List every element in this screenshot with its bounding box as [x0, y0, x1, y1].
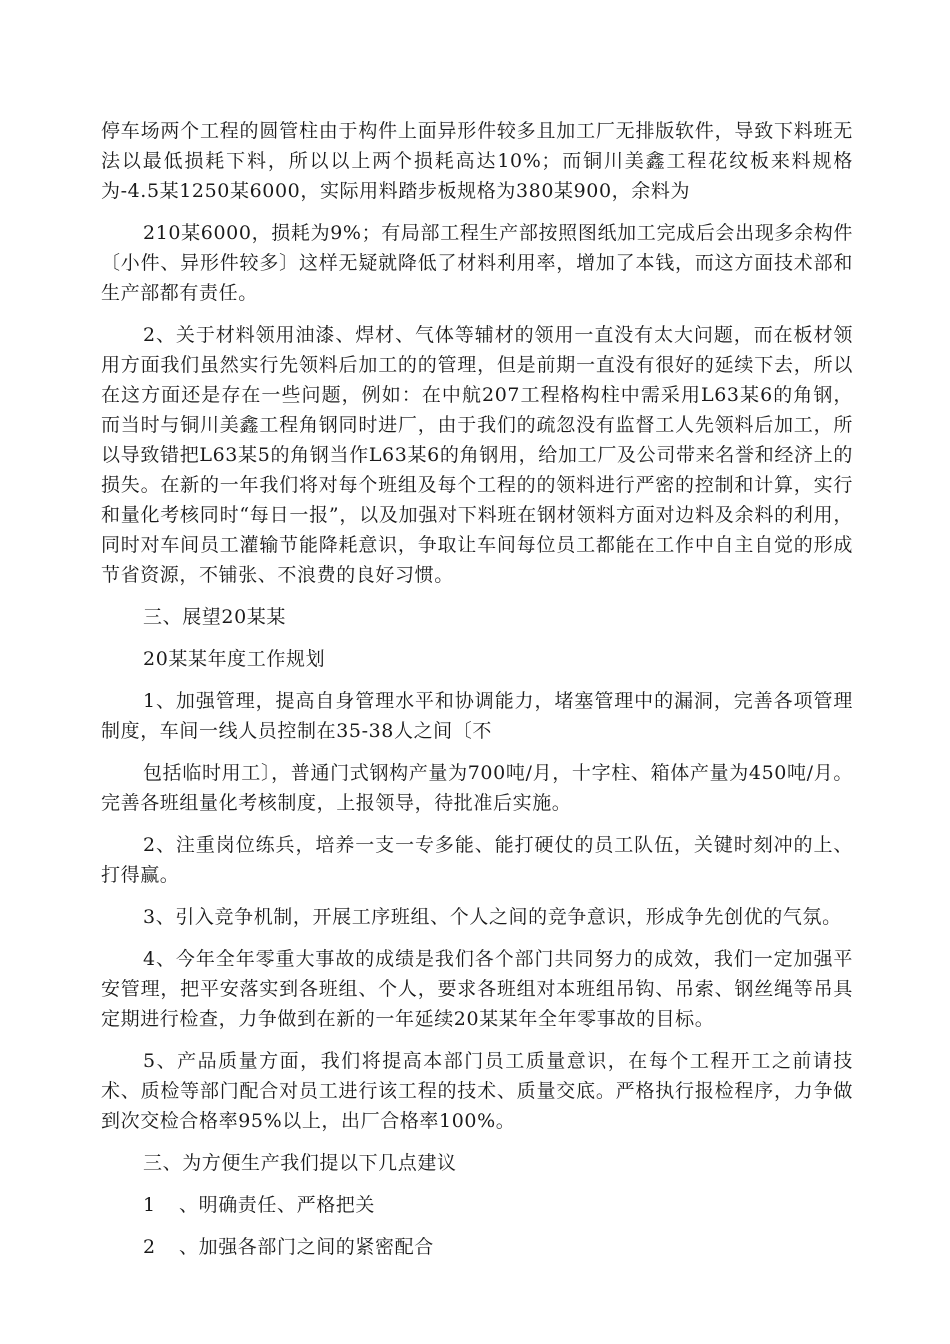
plan-item-3: 3、引入竞争机制，开展工序班组、个人之间的竞争意识，形成争先创优的气氛。	[143, 906, 842, 928]
suggestion-number: 1	[143, 1194, 156, 1216]
plan-item-2: 2、注重岗位练兵，培养一支一专多能、能打硬仗的员工队伍，关键时刻冲的上、打得赢。	[101, 834, 853, 886]
plan-item-1: 1、加强管理，提高自身管理水平和协调能力，堵塞管理中的漏洞，完善各项管理制度，车间一线人员控制在35-38人之间〔不	[101, 690, 853, 742]
paragraph-material-requisition: 2、关于材料领用油漆、焊材、气体等辅材的领用一直没有太大问题，而在板材领用方面我们虽然实行先领料后加工的的管理，但是前期一直没有很好的延续下去，所以在这方面还是存在一些问题，例如：在中航207工程格构柱中需采用L63某6的角钢，而当时与铜川美鑫工程角钢同时进厂，由于我们的疏忽没有监督工人先领料后加工，所以导致错把L63某5的角钢当作L63某6的角钢用，给加工厂及公司带来名誉和经济上的损失。在新的一年我们将对每个班组及每个工程的的领料进行严密的控制和计算，实行和量化考核同时“每日一报”，以及加强对下料班在钢材领料方面对边料及余料的利用，同时对车间员工灌输节能降耗意识，争取让车间每位员工都能在工作中自主自觉的形成节省资源，不铺张、不浪费的良好习惯。	[101, 324, 853, 586]
section-subheading-annual-plan: 20某某年度工作规划	[143, 648, 326, 670]
document-body	[101, 116, 853, 1274]
suggestion-item-2	[101, 1232, 853, 1262]
section-heading-outlook: 三、展望20某某	[143, 606, 286, 628]
section-heading-suggestions: 三、为方便生产我们提以下几点建议	[143, 1152, 457, 1174]
suggestion-text: 、加强各部门之间的紧密配合	[179, 1236, 434, 1258]
paragraph-loss-rate: 210某6000，损耗为9%；有局部工程生产部按照图纸加工完成后会出现多余构件〔小件、异形件较多〕这样无疑就降低了材料利用率，增加了本钱，而这方面技术部和生产部都有责任。	[101, 222, 853, 304]
suggestion-text: 、明确责任、严格把关	[179, 1194, 376, 1216]
paragraph-loss-analysis-continued: 停车场两个工程的圆管柱由于构件上面异形件较多且加工厂无排版软件，导致下料班无法以最低损耗下料，所以以上两个损耗高达10%；而铜川美鑫工程花纹板来料规格为-4.5某1250某6000，实际用料踏步板规格为380某900，余料为	[101, 120, 853, 202]
suggestion-number: 2	[143, 1236, 156, 1258]
suggestion-item-1	[101, 1190, 853, 1220]
plan-item-5: 5、产品质量方面，我们将提高本部门员工质量意识，在每个工程开工之前请技术、质检等部门配合对员工进行该工程的技术、质量交底。严格执行报检程序，力争做到次交检合格率95%以上，出厂合格率100%。	[101, 1050, 853, 1132]
plan-item-1-continued: 包括临时用工〕，普通门式钢构产量为700吨/月，十字柱、箱体产量为450吨/月。完善各班组量化考核制度，上报领导，待批准后实施。	[101, 762, 853, 814]
plan-item-4: 4、今年全年零重大事故的成绩是我们各个部门共同努力的成效，我们一定加强平安管理，把平安落实到各班组、个人，要求各班组对本班组吊钩、吊索、钢丝绳等吊具定期进行检查，力争做到在新的一年延续20某某年全年零事故的目标。	[101, 948, 853, 1030]
